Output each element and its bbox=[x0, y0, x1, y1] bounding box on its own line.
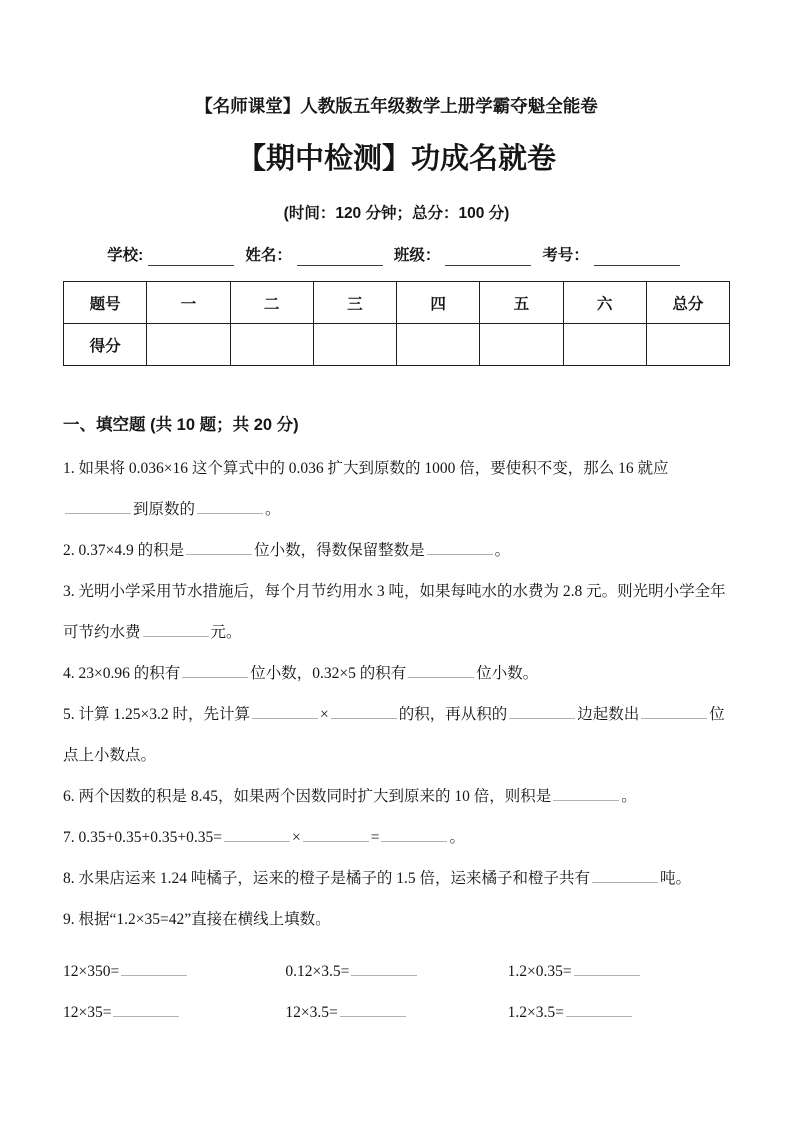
fill-in-blank[interactable] bbox=[340, 1004, 406, 1017]
question-3 bbox=[63, 571, 730, 653]
score-cell-3[interactable] bbox=[397, 324, 480, 366]
question-text: 7. 0.35+0.35+0.35+0.35= bbox=[63, 829, 222, 846]
fill-in-blank[interactable] bbox=[566, 1004, 632, 1017]
score-table-column-5: 六 bbox=[563, 282, 646, 324]
score-table-corner-label: 题号 bbox=[64, 282, 147, 324]
section-heading bbox=[63, 413, 730, 437]
question-2 bbox=[63, 530, 730, 571]
question-text: 4. 23×0.96 的积有 bbox=[63, 665, 181, 682]
fill-in-blank[interactable] bbox=[113, 1004, 179, 1017]
exam-meta: (时间：120 分钟；总分：100 分) bbox=[283, 205, 510, 222]
question-list bbox=[63, 448, 730, 940]
question-text: 位小数。 bbox=[476, 665, 539, 682]
question-text: 元。 bbox=[210, 624, 242, 641]
score-table-column-6: 总分 bbox=[646, 282, 729, 324]
fill-in-blank[interactable] bbox=[427, 542, 493, 555]
question-text: 9. 根据“1.2×35=42”直接在横线上填数。 bbox=[63, 911, 331, 928]
question-text: 2. 0.37×4.9 的积是 bbox=[63, 542, 185, 559]
question-text: 1. 如果将 0.036×16 这个算式中的 0.036 扩大到原数的 1000 倍，要使积不变，那么 16 就应 bbox=[63, 460, 669, 477]
section-heading-note: (共 10 题；共 20 分) bbox=[150, 416, 299, 434]
student-info-line bbox=[63, 246, 730, 266]
fill-in-blank[interactable] bbox=[65, 501, 131, 514]
question-8 bbox=[63, 858, 730, 899]
question-text: 1.2×0.35= bbox=[507, 963, 572, 980]
info-field-blank-1[interactable] bbox=[297, 250, 383, 266]
fill-in-blank[interactable] bbox=[252, 706, 318, 719]
question-text: 0.12×3.5= bbox=[285, 963, 350, 980]
question-text: 。 bbox=[494, 542, 511, 559]
fill-in-blank[interactable] bbox=[574, 963, 640, 976]
score-table-column-0: 一 bbox=[147, 282, 230, 324]
question-text: 位小数，0.32×5 的积有 bbox=[250, 665, 407, 682]
info-field-label-0: 学校: bbox=[107, 247, 144, 264]
question-4 bbox=[63, 653, 730, 694]
fill-in-blank[interactable] bbox=[143, 624, 209, 637]
question-text: 边起数出 bbox=[577, 706, 640, 723]
score-cell-0[interactable] bbox=[147, 324, 230, 366]
score-cell-6[interactable] bbox=[646, 324, 729, 366]
info-field-blank-0[interactable] bbox=[148, 250, 234, 266]
question-text: 吨。 bbox=[660, 870, 692, 887]
question-text: × bbox=[320, 706, 329, 723]
quick-calc-item-6 bbox=[508, 992, 730, 1033]
question-text: 12×35= bbox=[63, 1004, 112, 1021]
question-5 bbox=[63, 694, 730, 776]
question-text: 的积，再从积的 bbox=[398, 706, 508, 723]
score-cell-2[interactable] bbox=[313, 324, 396, 366]
score-table-column-2: 三 bbox=[313, 282, 396, 324]
quick-calc-item-2 bbox=[285, 951, 507, 992]
score-table-row-label: 得分 bbox=[64, 324, 147, 366]
fill-in-blank[interactable] bbox=[381, 829, 447, 842]
info-field-blank-3[interactable] bbox=[594, 250, 680, 266]
question-text: 3. 光明小学采用节水措施后，每个月节约用水 3 吨，如果每吨水的水费为 2.8 元。则光明小学全年可节约水费 bbox=[63, 583, 726, 641]
info-field-label-1: 姓名： bbox=[245, 247, 292, 264]
quick-calc-item-3 bbox=[508, 951, 730, 992]
score-cell-5[interactable] bbox=[563, 324, 646, 366]
question-9 bbox=[63, 899, 730, 940]
score-table-column-4: 五 bbox=[480, 282, 563, 324]
paper-series-title: 【名师课堂】人教版五年级数学上册学霸夺魁全能卷 bbox=[195, 96, 598, 116]
score-table-score-row bbox=[64, 324, 730, 366]
fill-in-blank[interactable] bbox=[224, 829, 290, 842]
question-text: 1.2×3.5= bbox=[507, 1004, 564, 1021]
question-7 bbox=[63, 817, 730, 858]
quick-calc-item-5 bbox=[285, 992, 507, 1033]
fill-in-blank[interactable] bbox=[186, 542, 252, 555]
question-1 bbox=[63, 448, 730, 530]
quick-calc-item-1 bbox=[63, 951, 285, 992]
fill-in-blank[interactable] bbox=[121, 963, 187, 976]
question-6 bbox=[63, 776, 730, 817]
score-cell-4[interactable] bbox=[480, 324, 563, 366]
section-heading-title: 一、填空题 bbox=[63, 416, 146, 434]
fill-in-blank[interactable] bbox=[331, 706, 397, 719]
fill-in-blank[interactable] bbox=[303, 829, 369, 842]
question-text: = bbox=[370, 829, 380, 846]
fill-in-blank[interactable] bbox=[509, 706, 575, 719]
question-text: 位小数，得数保留整数是 bbox=[254, 542, 425, 559]
fill-in-blank[interactable] bbox=[553, 788, 619, 801]
quick-calc-item-4 bbox=[63, 992, 285, 1033]
score-table bbox=[63, 281, 730, 366]
fill-in-blank[interactable] bbox=[182, 665, 248, 678]
score-table-column-1: 二 bbox=[230, 282, 313, 324]
question-text: 。 bbox=[449, 829, 465, 846]
info-field-blank-2[interactable] bbox=[445, 250, 531, 266]
question-text: 12×3.5= bbox=[285, 1004, 338, 1021]
fill-in-blank[interactable] bbox=[408, 665, 474, 678]
score-table-column-3: 四 bbox=[397, 282, 480, 324]
fill-in-blank[interactable] bbox=[197, 501, 263, 514]
question-text: × bbox=[291, 829, 301, 846]
info-field-label-3: 考号： bbox=[542, 247, 589, 264]
paper-title: 【期中检测】功成名就卷 bbox=[236, 143, 556, 175]
info-field-label-2: 班级： bbox=[393, 247, 441, 264]
question-text: 5. 计算 1.25×3.2 时，先计算 bbox=[63, 706, 250, 723]
fill-in-blank[interactable] bbox=[351, 963, 417, 976]
question-text: 。 bbox=[621, 788, 637, 805]
question-text: 6. 两个因数的积是 8.45，如果两个因数同时扩大到原来的 10 倍，则积是 bbox=[63, 788, 552, 805]
quick-calc-grid bbox=[63, 951, 730, 1033]
question-text: 8. 水果店运来 1.24 吨橘子，运来的橙子是橘子的 1.5 倍，运来橘子和橙子共有 bbox=[63, 870, 591, 887]
score-cell-1[interactable] bbox=[230, 324, 313, 366]
question-text: 位点上小数点。 bbox=[63, 706, 725, 764]
score-table-header-row bbox=[64, 282, 730, 324]
question-text: 12×350= bbox=[63, 963, 120, 980]
question-text: 。 bbox=[265, 501, 281, 518]
question-text: 到原数的 bbox=[133, 501, 196, 518]
fill-in-blank[interactable] bbox=[592, 870, 658, 883]
fill-in-blank[interactable] bbox=[641, 706, 707, 719]
